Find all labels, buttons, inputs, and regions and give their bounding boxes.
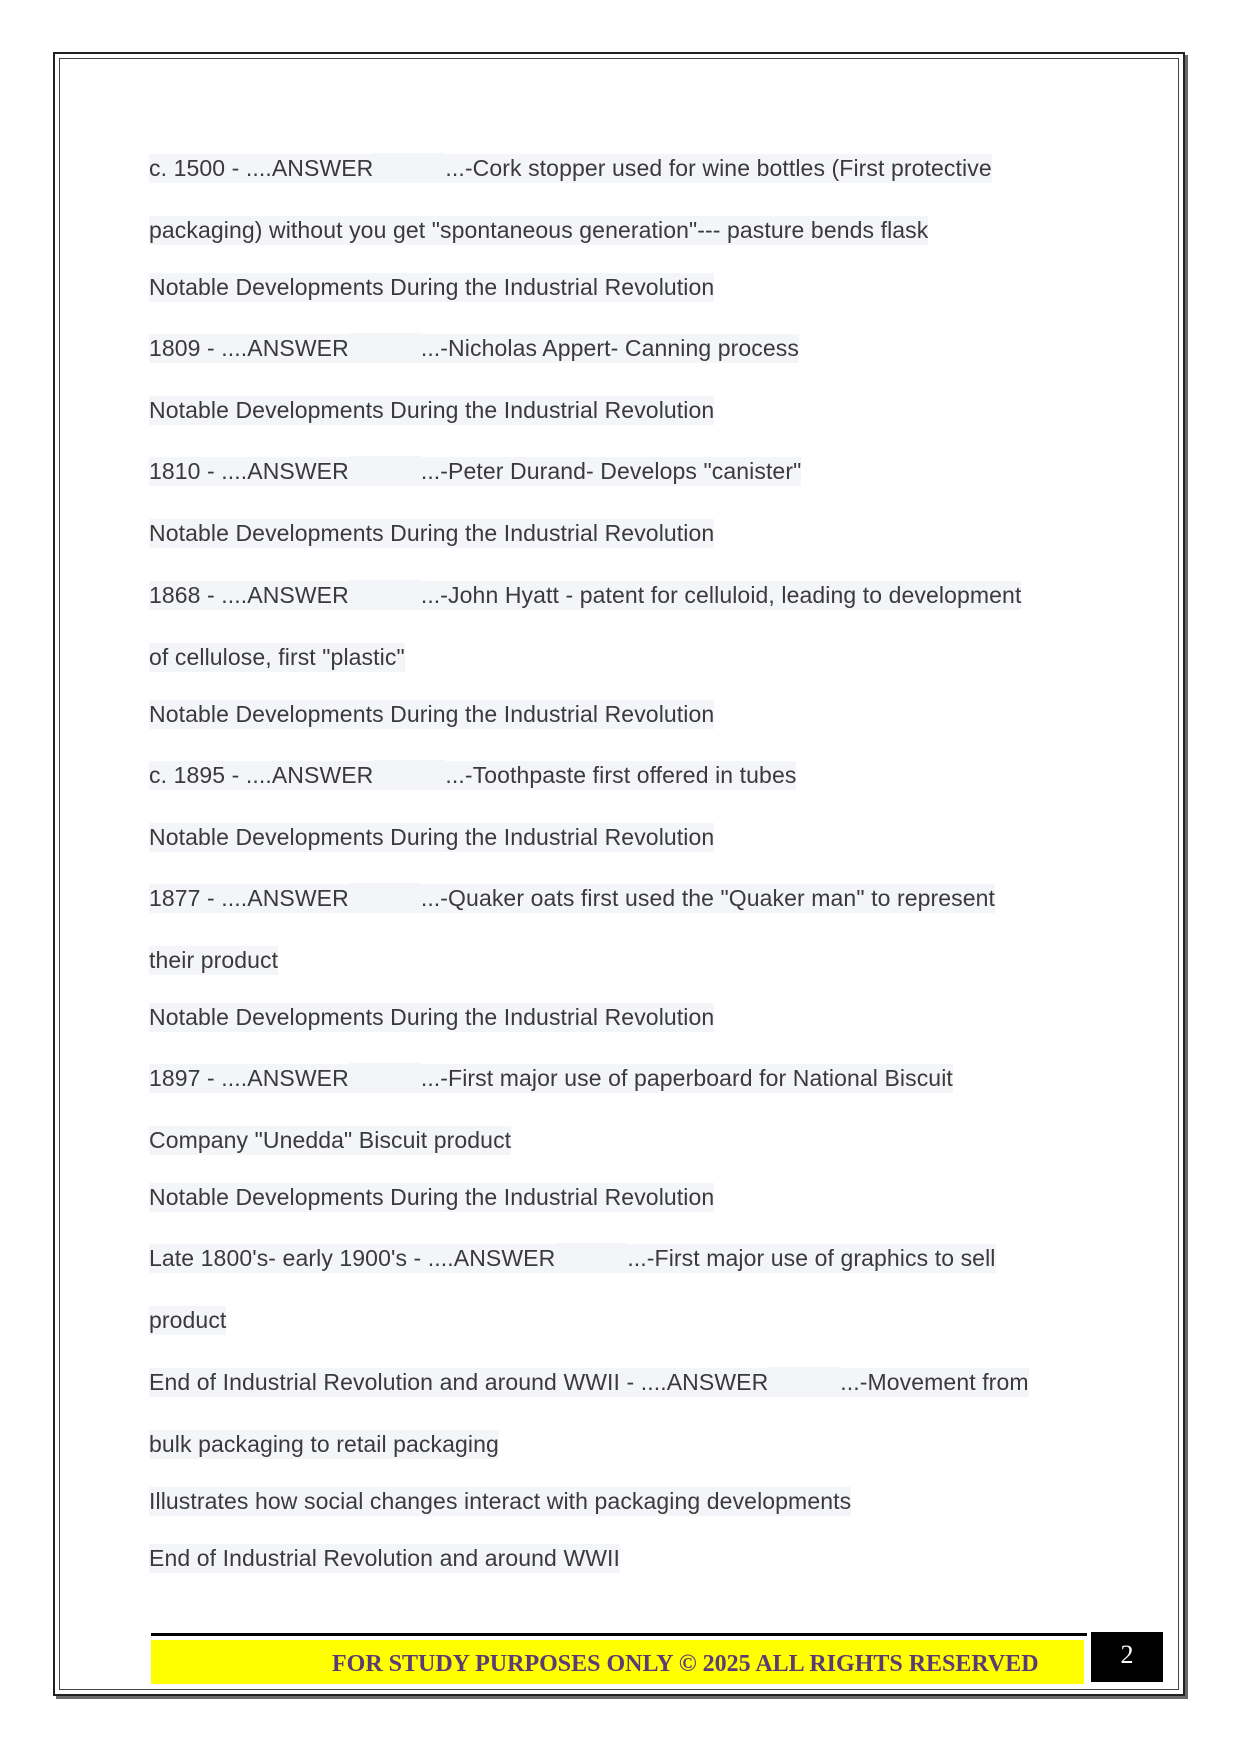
section-heading: Notable Developments During the Industrial Revolution <box>149 701 715 727</box>
entry-line <box>149 883 995 913</box>
footer-rule <box>151 1633 1087 1636</box>
continuation-line <box>149 215 928 245</box>
section-heading: Notable Developments During the Industrial Revolution <box>149 1004 715 1030</box>
entry-line <box>149 456 801 486</box>
continuation-text: packaging) without you get "spontaneous generation"--- pasture bends flask <box>149 217 929 243</box>
answer-gap <box>349 333 421 363</box>
answer-text: ...-First major use of graphics to sell <box>627 1245 996 1271</box>
section-heading: End of Industrial Revolution and around WWII <box>149 1545 621 1571</box>
entry-line <box>149 580 1021 610</box>
continuation-text: bulk packaging to retail packaging <box>149 1431 499 1457</box>
entry-line <box>149 333 799 363</box>
section-heading: Notable Developments During the Industrial Revolution <box>149 824 715 850</box>
answer-text: ...-Movement from <box>840 1369 1029 1395</box>
answer-prompt: Late 1800's- early 1900's - ....ANSWER <box>149 1245 556 1271</box>
entry-line <box>149 760 796 790</box>
answer-text: ...-Nicholas Appert- Canning process <box>420 335 799 361</box>
answer-gap <box>373 153 445 183</box>
answer-text: ...-Toothpaste first offered in tubes <box>445 762 797 788</box>
entry-line <box>149 1243 996 1273</box>
section-heading-line <box>149 1543 620 1573</box>
answer-text: ...-Quaker oats first used the "Quaker man" to represent <box>420 885 996 911</box>
section-heading-line <box>149 1182 714 1212</box>
answer-text: ...-First major use of paperboard for National Biscuit <box>420 1065 953 1091</box>
answer-text: ...-John Hyatt - patent for celluloid, leading to development <box>420 582 1022 608</box>
continuation-text: Company "Unedda" Biscuit product <box>149 1127 512 1153</box>
summary-text: Illustrates how social changes interact with packaging developments <box>149 1488 852 1514</box>
entry-line <box>149 1367 1029 1397</box>
entry-line <box>149 1063 953 1093</box>
answer-prompt: c. 1500 - ....ANSWER <box>149 155 374 181</box>
answer-prompt: 1877 - ....ANSWER <box>149 885 349 911</box>
answer-prompt: 1810 - ....ANSWER <box>149 458 349 484</box>
page-number: 2 <box>1091 1632 1163 1682</box>
continuation-text: of cellulose, first "plastic" <box>149 644 405 670</box>
section-heading: Notable Developments During the Industrial Revolution <box>149 397 715 423</box>
continuation-line <box>149 1125 511 1155</box>
continuation-text: product <box>149 1307 227 1333</box>
answer-gap <box>768 1367 840 1397</box>
answer-gap <box>349 580 421 610</box>
continuation-line <box>149 642 405 672</box>
footer-notice: FOR STUDY PURPOSES ONLY © 2025 ALL RIGHTS RESERVED <box>332 1651 1039 1677</box>
section-heading-line <box>149 395 714 425</box>
section-heading: Notable Developments During the Industrial Revolution <box>149 520 715 546</box>
section-heading-line <box>149 822 714 852</box>
answer-gap <box>349 456 421 486</box>
answer-prompt: 1897 - ....ANSWER <box>149 1065 349 1091</box>
section-heading-line <box>149 518 714 548</box>
section-heading: Notable Developments During the Industrial Revolution <box>149 1184 715 1210</box>
continuation-line <box>149 945 278 975</box>
entry-line <box>149 153 992 183</box>
section-heading-line <box>149 272 714 302</box>
answer-prompt: End of Industrial Revolution and around WWII - ....ANSWER <box>149 1369 769 1395</box>
continuation-line <box>149 1305 226 1335</box>
answer-text: ...-Cork stopper used for wine bottles (First protective <box>445 155 992 181</box>
continuation-text: their product <box>149 947 279 973</box>
section-heading-line <box>149 1002 714 1032</box>
section-heading: Notable Developments During the Industrial Revolution <box>149 274 715 300</box>
continuation-line <box>149 1429 499 1459</box>
answer-prompt: c. 1895 - ....ANSWER <box>149 762 374 788</box>
answer-prompt: 1868 - ....ANSWER <box>149 582 349 608</box>
answer-text: ...-Peter Durand- Develops "canister" <box>420 458 802 484</box>
answer-gap <box>349 1063 421 1093</box>
answer-prompt: 1809 - ....ANSWER <box>149 335 349 361</box>
section-heading-line <box>149 699 714 729</box>
answer-gap <box>555 1243 627 1273</box>
answer-gap <box>349 883 421 913</box>
answer-gap <box>373 760 445 790</box>
summary-line <box>149 1486 851 1516</box>
